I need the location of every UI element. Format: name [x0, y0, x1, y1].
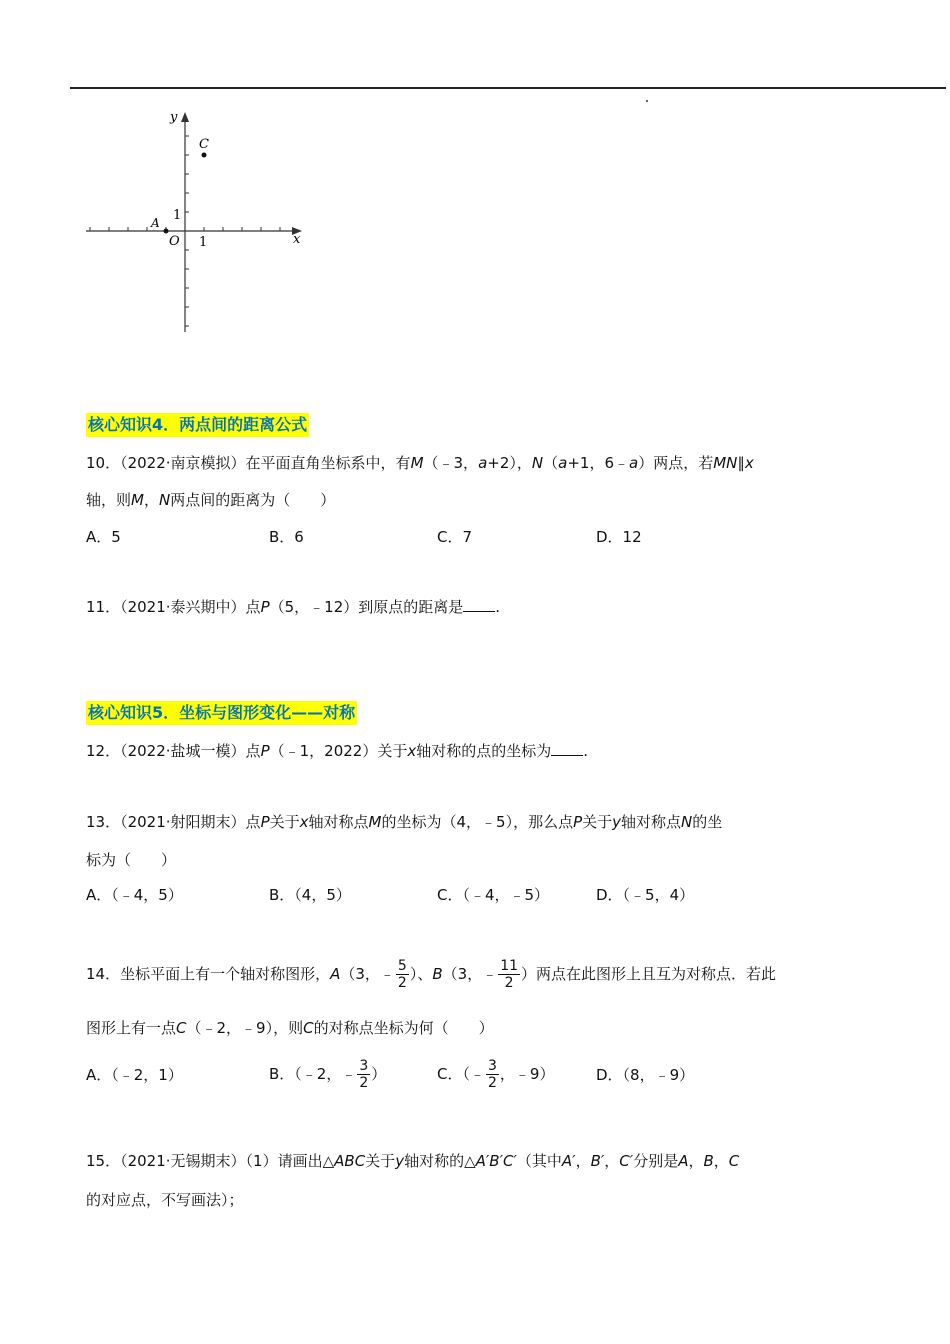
- question-12: 12．（2022·盐城一模）点P（﹣1，2022）关于x轴对称的点的坐标为 .: [86, 742, 589, 760]
- q10-option-c: C．7: [437, 528, 473, 546]
- question-10-line2: 轴，则M，N两点间的距离为（ ）: [86, 491, 336, 509]
- q13-option-c: C．（﹣4，﹣5）: [437, 886, 550, 904]
- q14-option-b: B．（﹣2，﹣ $\frac{3}{2}$ ）: [269, 1058, 387, 1091]
- answer-blank: [551, 741, 583, 756]
- q13-option-a: A．（﹣4，5）: [86, 886, 183, 904]
- point-c: [202, 153, 207, 158]
- q13-option-d: D．（﹣5，4）: [596, 886, 695, 904]
- question-15-line1: 15．（2021·无锡期末）（1）请画出△ABC关于y轴对称的△A′B′C′（其中A′，B′，C′分别是A，B，C: [86, 1152, 740, 1170]
- question-11: 11．（2021·泰兴期中）点P（5，﹣12）到原点的距离是 .: [86, 598, 501, 616]
- origin-label: O: [169, 234, 180, 249]
- q10-number: 10．: [86, 454, 121, 472]
- point-a: [164, 229, 169, 234]
- header-rule: [70, 87, 946, 89]
- q14-option-d: D．（8，﹣9）: [596, 1066, 695, 1084]
- header-dot: [646, 100, 648, 102]
- fraction-11-2: $\frac{11}{2}$: [500, 958, 519, 991]
- question-15-line2: 的对应点，不写画法）；: [86, 1191, 244, 1209]
- point-c-label: C: [199, 137, 209, 152]
- question-13-line2: 标为（ ）: [86, 851, 177, 869]
- point-a-label: A: [151, 216, 160, 230]
- y-one-label: 1: [173, 208, 182, 223]
- question-10-line1: 10．（2022·南京模拟）在平面直角坐标系中，有M（﹣3，a+2），N（a+1，6﹣a）两点，若MN∥x: [86, 454, 754, 472]
- x-one-label: 1: [199, 235, 208, 250]
- q10-option-b: B．6: [269, 528, 304, 546]
- fraction-5-2: $\frac{5}{2}$: [397, 958, 407, 991]
- coordinate-graph: [80, 108, 310, 338]
- q10-source: （2022·南京模拟）: [120, 454, 246, 472]
- y-axis-label: y: [170, 110, 178, 125]
- x-axis-label: x: [293, 232, 301, 247]
- answer-blank: [463, 597, 495, 612]
- section-title-symmetry: 核心知识5．坐标与图形变化——对称: [86, 701, 357, 725]
- question-13-line1: 13．（2021·射阳期末）点P关于x轴对称点M的坐标为（4，﹣5），那么点P关于y轴对称点N的坐: [86, 813, 723, 831]
- q14-option-a: A．（﹣2，1）: [86, 1066, 183, 1084]
- q10-option-d: D．12: [596, 528, 642, 546]
- y-axis-arrow: [181, 112, 189, 122]
- question-14-line2: 图形上有一点C（﹣2，﹣9），则C的对称点坐标为何（ ）: [86, 1019, 494, 1037]
- section-title-distance: 核心知识4．两点间的距离公式: [86, 413, 309, 437]
- q10-option-a: A．5: [86, 528, 121, 546]
- q13-option-b: B．（4，5）: [269, 886, 351, 904]
- question-14-line1: 14．坐标平面上有一个轴对称图形，A（3，﹣ $\frac{5}{2}$ ）、B（3，﹣ $\frac{11}{2}$ ）两点在此图形上且互为对称点．若此: [86, 958, 777, 991]
- q14-option-c: C．（﹣ $\frac{3}{2}$ ，﹣9）: [437, 1058, 555, 1091]
